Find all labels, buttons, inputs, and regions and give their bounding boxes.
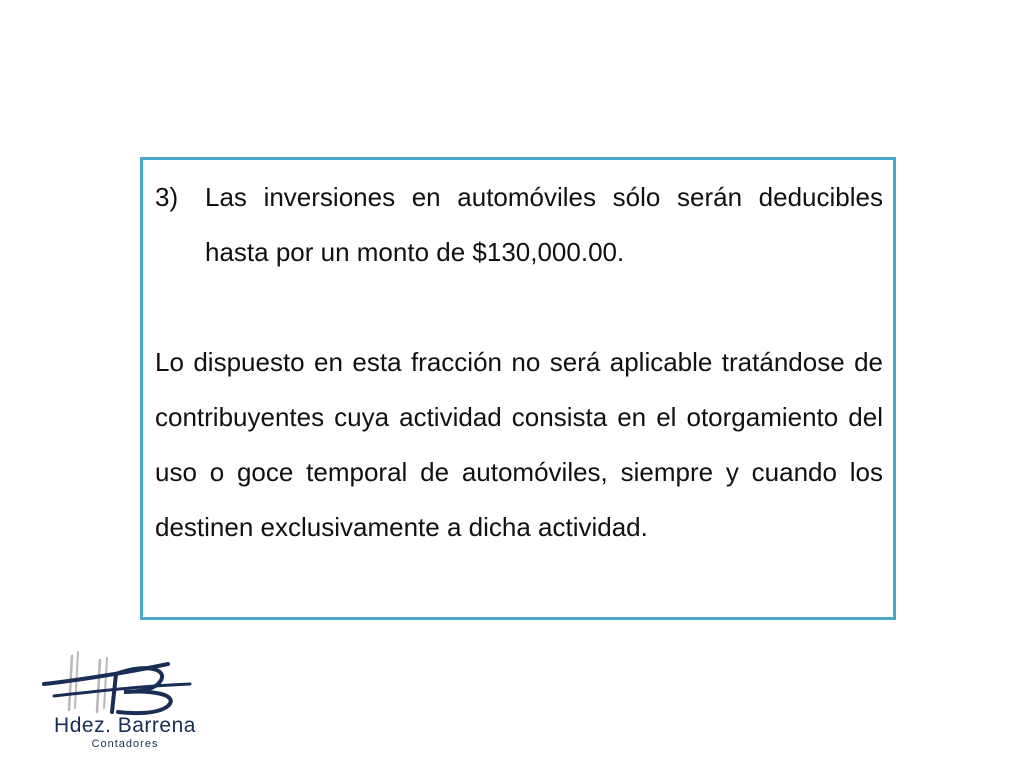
body-paragraph: Lo dispuesto en esta fracción no será aplicable tratándose de contribuyentes cuya actividad consista en el otorgamiento del uso o goce temporal de automóviles, siempre y cuando los destinen exclusivamente a dicha actividad.: [155, 347, 883, 542]
company-logo: [40, 650, 210, 756]
hb-monogram-icon: [40, 650, 210, 716]
content-box: [140, 157, 896, 620]
list-number: 3): [155, 182, 179, 212]
list-item-text: Las inversiones en automóviles sólo serán deducibles hasta por un monto de $130,000.00.: [205, 182, 883, 267]
list-item: [155, 170, 883, 280]
logo-name: Hdez. Barrena: [54, 714, 196, 737]
logo-subtitle: Contadores: [91, 738, 159, 750]
